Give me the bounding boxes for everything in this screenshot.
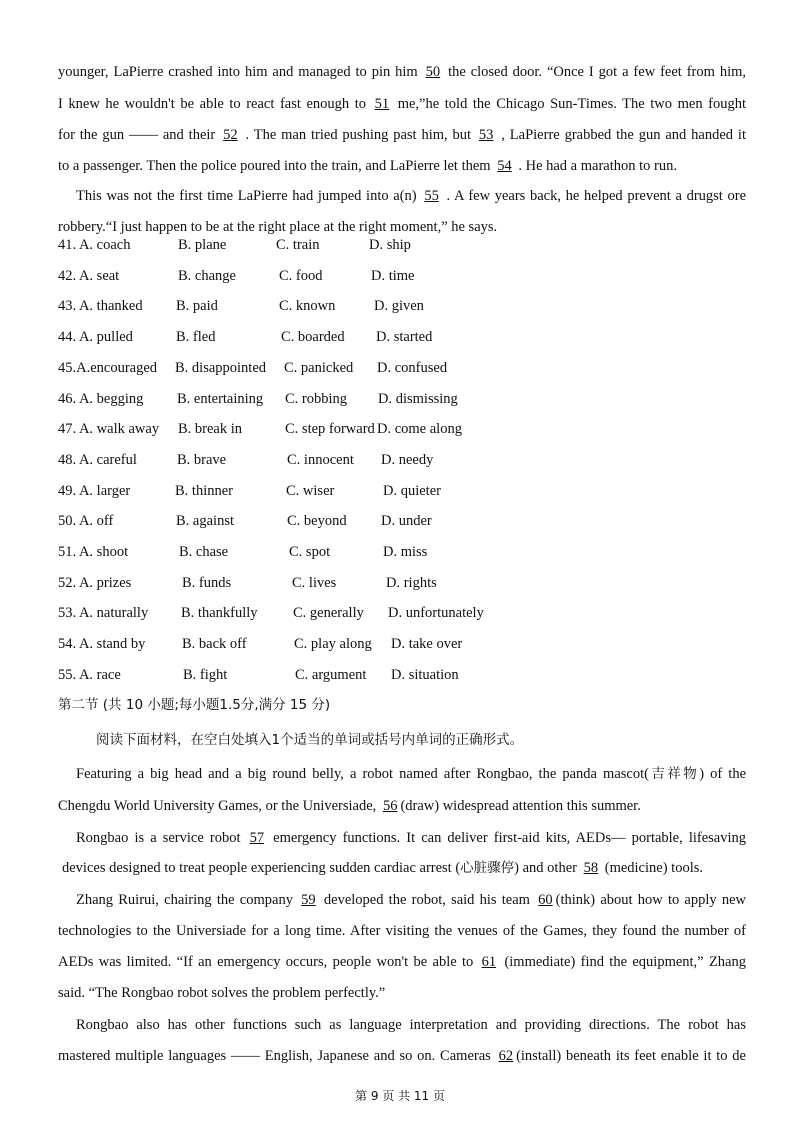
option-b: B. entertaining — [177, 390, 264, 407]
option-c: C. train — [276, 237, 320, 253]
section-instruction: 阅读下面材料，在空白处填入1个适当的单词或括号内单词的正确形式。 — [96, 732, 524, 748]
question-row — [58, 481, 558, 501]
option-a: 55. A. race — [58, 666, 121, 683]
blank-60: 60 — [538, 892, 553, 908]
option-c: C. argument — [295, 666, 367, 683]
text-span: . The man tried pushing past him, but — [245, 127, 472, 143]
option-a: 45.A.encouraged — [58, 359, 158, 376]
option-b: B. fled — [176, 329, 216, 346]
blank-58: 58 — [583, 860, 599, 876]
blank-54: 54 — [497, 158, 512, 174]
text-span: Chengdu World University Games, or the Universiade, — [58, 798, 377, 814]
blank-57: 57 — [249, 830, 265, 846]
text-span: me,”he told the Chicago Sun-Times. The two men fought — [397, 96, 747, 112]
option-a: 50. A. off — [58, 513, 114, 530]
option-d: D. quieter — [383, 482, 441, 499]
option-a: 54. A. stand by — [58, 636, 146, 653]
option-d: D. rights — [386, 574, 437, 591]
blank-53: 53 — [478, 127, 494, 143]
option-c: C. spot — [289, 544, 331, 560]
question-row — [58, 634, 558, 654]
passage-line — [76, 890, 746, 910]
passage-line — [58, 156, 746, 176]
passage-line — [76, 828, 746, 848]
passage-line — [58, 94, 746, 114]
section-heading: 第二节 (共 10 小题;每小题1.5分,满分 15 分) — [58, 697, 331, 713]
question-row — [58, 542, 558, 562]
option-a: 51. A. shoot — [58, 544, 129, 560]
option-d: D. unfortunately — [388, 605, 484, 622]
blank-56: 56 — [382, 798, 398, 814]
option-a: 44. A. pulled — [58, 329, 133, 346]
blank-59: 59 — [301, 892, 316, 908]
passage-line — [76, 186, 746, 206]
passage-line — [58, 125, 746, 145]
text-span: younger, LaPierre crashed into him and managed to pin him — [58, 64, 418, 80]
page-footer: 第 9 页 共 11 页 — [355, 1089, 445, 1103]
text-span: . He had a marathon to run. — [518, 158, 677, 174]
option-b: B. brave — [177, 451, 227, 468]
option-b: B. funds — [182, 574, 232, 591]
text-span: , LaPierre grabbed the gun and handed it — [501, 127, 746, 143]
option-c: C. beyond — [287, 513, 347, 530]
option-c: C. food — [279, 267, 323, 284]
option-c: C. known — [279, 298, 336, 315]
option-d: D. dismissing — [378, 390, 458, 407]
passage-line: Rongbao also has other functions such as language interpretation and providing directions. The robot has — [76, 1017, 746, 1033]
text-span: This was not the first time LaPierre had jumped into a(n) — [76, 188, 417, 204]
text-span: (medicine) tools. — [604, 860, 703, 876]
text-span: to a passenger. Then the police poured into the train, and LaPierre let them — [58, 158, 491, 174]
question-row — [58, 665, 558, 685]
option-a: 47. A. walk away — [58, 421, 160, 438]
text-span: Rongbao is a service robot — [76, 830, 241, 846]
question-row — [58, 603, 558, 623]
option-d: D. given — [374, 298, 424, 315]
passage-line — [58, 796, 746, 816]
passage-line — [58, 1046, 746, 1066]
text-span: (immediate) find the equipment,” Zhang — [504, 954, 746, 970]
option-b: B. plane — [178, 237, 227, 253]
option-d: D. started — [376, 329, 433, 346]
option-b: B. fight — [183, 666, 228, 683]
option-a: 53. A. naturally — [58, 605, 149, 622]
passage-line — [58, 62, 746, 82]
option-a: 41. A. coach — [58, 237, 131, 253]
question-row — [58, 573, 558, 593]
question-row — [58, 266, 558, 286]
option-c: C. panicked — [284, 359, 354, 376]
text-span: 心脏骤停 — [460, 860, 515, 876]
option-a: 42. A. seat — [58, 267, 120, 284]
passage-line: said. “The Rongbao robot solves the problem perfectly.” — [58, 985, 386, 1001]
question-row — [58, 296, 558, 316]
question-row — [58, 419, 558, 439]
text-span: ) and other — [514, 860, 577, 876]
text-span: for the gun —— and their — [58, 127, 216, 143]
blank-51: 51 — [374, 96, 390, 112]
option-d: D. come along — [377, 421, 462, 438]
option-b: B. disappointed — [175, 359, 267, 376]
text-span: AEDs was limited. “If an emergency occurs, people won't be able to — [58, 954, 474, 970]
text-span: (install) beneath its feet enable it to de — [516, 1048, 746, 1064]
text-span: developed the robot, said his team — [323, 892, 530, 908]
option-a: 43. A. thanked — [58, 298, 143, 315]
option-a: 46. A. begging — [58, 390, 144, 407]
blank-55: 55 — [424, 188, 439, 204]
question-row — [58, 327, 558, 347]
option-d: D. time — [371, 267, 415, 284]
text-span: emergency functions. It can deliver first-aid kits, AEDs— portable, lifesaving — [273, 830, 747, 846]
question-row — [58, 389, 558, 409]
option-b: B. break in — [178, 421, 243, 438]
passage-line — [62, 858, 750, 878]
option-c: C. wiser — [286, 482, 335, 499]
question-row — [58, 450, 558, 470]
option-b: B. back off — [182, 636, 247, 653]
option-c: C. play along — [294, 636, 372, 653]
option-b: B. paid — [176, 298, 218, 315]
option-c: C. boarded — [281, 329, 345, 346]
blank-52: 52 — [223, 127, 238, 143]
option-c: C. innocent — [287, 451, 354, 468]
option-b: B. thinner — [175, 482, 233, 499]
option-d: D. ship — [369, 237, 411, 253]
option-d: D. under — [381, 513, 432, 530]
question-row — [58, 511, 558, 531]
option-d: D. confused — [377, 359, 448, 376]
option-c: C. generally — [293, 605, 364, 622]
question-row — [58, 235, 558, 255]
text-span: (draw) widespread attention this summer. — [400, 798, 641, 814]
passage-line: robbery.“I just happen to be at the right place at the right moment,” he says. — [58, 219, 498, 235]
option-b: B. thankfully — [181, 605, 258, 622]
option-d: D. situation — [391, 666, 459, 683]
passage-line — [76, 764, 746, 784]
blank-61: 61 — [481, 954, 497, 970]
text-span: mastered multiple languages —— English, Japanese and so on. Cameras — [58, 1048, 491, 1064]
option-c: C. robbing — [285, 390, 348, 407]
option-d: D. needy — [381, 451, 434, 468]
text-span: I knew he wouldn't be able to react fast enough to — [58, 96, 367, 112]
option-a: 48. A. careful — [58, 451, 137, 468]
passage-line — [58, 952, 746, 972]
text-span: 吉祥物 — [648, 766, 700, 782]
option-b: B. against — [176, 513, 234, 530]
blank-50: 50 — [425, 64, 441, 80]
option-d: D. take over — [391, 636, 463, 653]
text-span: Featuring a big head and a big round belly, a robot named after Rongbao, the panda mascot( — [76, 766, 649, 782]
text-span: Zhang Ruirui, chairing the company — [76, 892, 293, 908]
text-span: . A few years back, he helped prevent a drugst ore — [446, 188, 747, 204]
blank-62: 62 — [498, 1048, 514, 1064]
option-a: 49. A. larger — [58, 482, 131, 499]
option-b: B. chase — [179, 544, 229, 560]
option-a: 52. A. prizes — [58, 574, 132, 591]
text-span: (think) about how to apply new — [555, 892, 747, 908]
option-c: C. lives — [292, 574, 337, 591]
passage-line: technologies to the Universiade for a long time. After visiting the venues of the Games, they found the number of — [58, 923, 746, 939]
option-c: C. step forward — [285, 421, 375, 438]
text-span: devices designed to treat people experiencing sudden cardiac arrest ( — [62, 860, 461, 876]
text-span: ) of the — [699, 766, 747, 782]
question-row — [58, 358, 558, 378]
option-b: B. change — [178, 267, 236, 284]
text-span: the closed door. “Once I got a few feet from him, — [448, 64, 746, 80]
option-d: D. miss — [383, 544, 428, 560]
